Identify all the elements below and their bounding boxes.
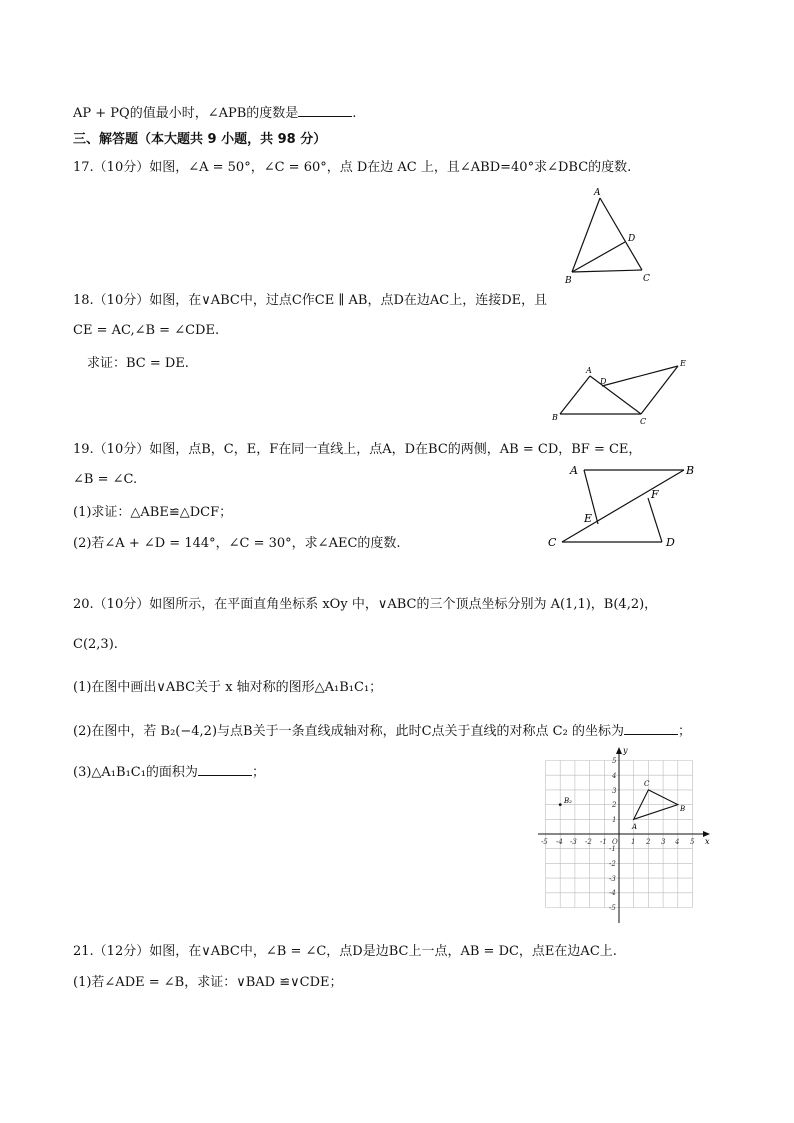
x-axis-label: x (705, 837, 710, 846)
q19-label-b: B (686, 464, 695, 477)
y-tick: -1 (609, 845, 616, 853)
x-tick-labels (541, 838, 695, 846)
q17-triangle-figure (560, 186, 660, 286)
q19-label-e: E (584, 512, 593, 525)
q17-text: 17.（10分）如图，∠A = 50°，∠C = 60°，点 D在边 AC 上，且∠ABD=40°求∠DBC的度数. (73, 160, 632, 175)
q18-figure (548, 356, 698, 426)
q19-label-a: A (570, 464, 578, 477)
y-tick: -2 (609, 860, 616, 868)
q17-label-b: B (565, 276, 572, 286)
y-tick: 5 (612, 757, 617, 765)
x-tick: 1 (631, 838, 636, 846)
q20-line1: 20.（10分）如图所示，在平面直角坐标系 xOy 中，∨ABC的三个顶点坐标分别为 A(1,1)，B(4,2)， (73, 597, 658, 612)
q20-line3: (1)在图中画出∨ABC关于 x 轴对称的图形△A₁B₁C₁； (73, 680, 383, 695)
y-tick: 4 (612, 772, 617, 780)
origin-label: O (612, 838, 618, 846)
y-tick: -3 (609, 875, 616, 883)
q19-label-c: C (548, 536, 557, 549)
q18-line2: CE = AC,∠B = ∠CDE. (73, 323, 220, 338)
q20-line2: C(2,3). (73, 637, 118, 652)
area-answer-blank (198, 763, 252, 776)
q21-line1: 21.（12分）如图，在∨ABC中，∠B = ∠C，点D是边BC上一点，AB = DC，点E在边AC上. (73, 944, 617, 959)
x-tick: -1 (600, 838, 607, 846)
q17-label-a: A (594, 188, 601, 198)
q20-line4 (73, 722, 691, 741)
x-tick: 2 (646, 838, 651, 846)
q19-figure (544, 460, 704, 552)
x-tick: 4 (675, 838, 680, 846)
x-tick: -4 (556, 838, 563, 846)
y-tick: 3 (612, 787, 617, 795)
q18-line3: 求证：BC = DE. (87, 356, 189, 371)
x-tick: -3 (570, 838, 577, 846)
x-tick: -5 (541, 838, 548, 846)
y-tick: -4 (609, 889, 616, 897)
q20-line5 (73, 763, 265, 782)
q18-label-b: B (552, 413, 558, 422)
q20-line5-end: ； (251, 765, 265, 780)
q20-line4-end: ； (677, 724, 691, 739)
answer-blank (298, 104, 352, 117)
q18-line1: 18.（10分）如图，在∨ABC中，过点C作CE ∥ AB，点D在边AC上，连接DE，且 (73, 293, 548, 308)
q18-label-e: E (680, 359, 686, 368)
x-tick: 5 (690, 838, 695, 846)
y-tick: 2 (612, 801, 617, 809)
c2-answer-blank (624, 722, 678, 735)
q19-line3: (1)求证：△ABE≌△DCF； (73, 505, 233, 520)
q20-coordinate-grid (536, 745, 714, 927)
q19-line4: (2)若∠A + ∠D = 144°，∠C = 30°，求∠AEC的度数. (73, 536, 401, 551)
point-b2 (559, 803, 562, 806)
x-tick: -2 (585, 838, 592, 846)
q20-line5-text: (3)△A₁B₁C₁的面积为 (73, 765, 198, 780)
q20-line4-text: (2)在图中，若 B₂(−4,2)与点B关于一条直线成轴对称，此时C点关于直线的对称点 C₂ 的坐标为 (73, 724, 624, 739)
q21-line2: (1)若∠ADE = ∠B，求证：∨BAD ≌∨CDE； (73, 975, 343, 990)
q19-label-f: F (651, 488, 659, 501)
x-tick: 3 (661, 838, 666, 846)
y-tick: -5 (609, 904, 616, 912)
y-tick: 1 (612, 816, 617, 824)
q19-line2: ∠B = ∠C. (73, 472, 138, 487)
point-b-label: B (680, 805, 686, 813)
y-axis-label: y (623, 746, 628, 755)
point-b2-label: B₂ (564, 797, 572, 805)
continuation-end: . (352, 106, 357, 121)
point-a-label: A (632, 823, 638, 831)
section-heading: 三、解答题（本大题共 9 小题，共 98 分） (73, 132, 327, 147)
q18-label-d: D (600, 377, 607, 386)
q18-label-a: A (586, 366, 592, 375)
q17-label-d: D (628, 234, 636, 244)
continuation-text: AP + PQ的值最小时，∠APB的度数是 (73, 106, 299, 121)
q18-label-c: C (640, 417, 647, 426)
q19-label-d: D (666, 536, 675, 549)
q17-label-c: C (643, 274, 650, 284)
point-c-label: C (644, 780, 650, 788)
question-continuation (73, 104, 356, 123)
q19-line1: 19.（10分）如图，点B，C，E，F在同一直线上，点A，D在BC的两侧，AB = CD，BF = CE， (73, 442, 642, 457)
y-axis-arrow (616, 747, 622, 754)
